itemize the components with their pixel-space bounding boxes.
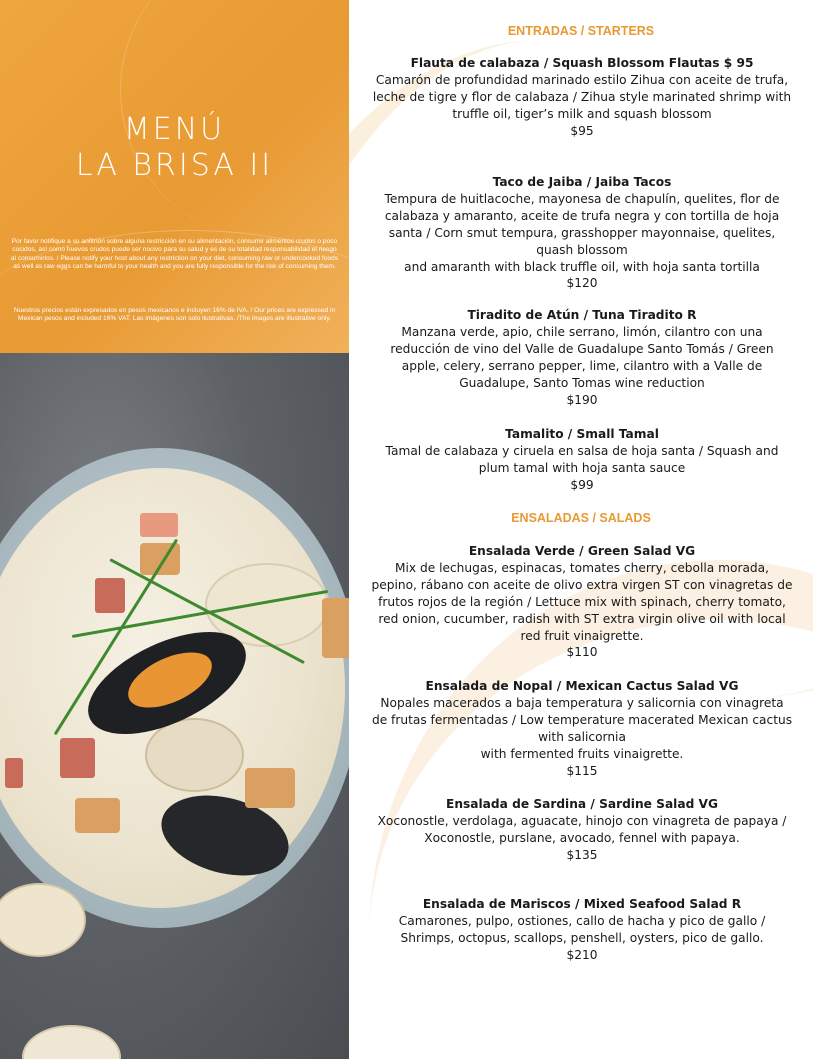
allergy-notice: Por favor notifique a su anfitrión sobre alguna restricción en su alimentación, consumir alimentos crudos o poco cocidos, así como huevos crudos puede ser nocivo para su salud y es de su totalidad responsabilidad el riesgo al consumirlos. / Please notify your host about any restriction on your diet, consuming raw or undercooked foods as well as raw eggs can be harmful to your health and you are fully responsible for the risk of consuming them. xyxy=(10,238,339,271)
clam-shell xyxy=(145,718,244,792)
item-name: Ensalada de Mariscos / Mixed Seafood Salad R xyxy=(422,897,742,911)
section-title-starters: ENTRADAS / STARTERS xyxy=(507,24,655,38)
title-panel xyxy=(0,0,349,353)
menu-item xyxy=(371,896,793,964)
item-price: $95 xyxy=(570,123,594,138)
crouton xyxy=(245,768,295,808)
item-price: $110 xyxy=(566,645,598,660)
salmon-piece xyxy=(60,738,95,778)
item-name: Ensalada de Sardina / Sardine Salad VG xyxy=(446,797,718,811)
salmon-piece xyxy=(5,758,23,788)
item-price: $115 xyxy=(566,763,598,778)
item-description: Manzana verde, apio, chile serrano, limón, cilantro con una reducción de vino del Valle de Guadalupe Santo Tomás / Green apple, celery, serrano pepper, lime, cilantro with a Valle de Guadalupe, Santo Tomas wine reduction xyxy=(390,324,774,390)
price-notice: Nuestros precios están expresados en pesos mexicanos e incluyen 16% de IVA. / Our prices are expressed in Mexican pesos and included 16% VAT. Las imágenes son solo ilustrativas. /The images are illustrative only. xyxy=(13,307,336,323)
menu-item xyxy=(371,55,793,140)
left-panel xyxy=(0,0,349,1059)
clam-shell xyxy=(0,883,86,957)
salmon-piece xyxy=(95,578,125,613)
item-price: $120 xyxy=(566,276,598,291)
item-price: $99 xyxy=(570,477,594,492)
item-name: Ensalada de Nopal / Mexican Cactus Salad VG xyxy=(425,679,739,693)
seafood-chowder-photo xyxy=(0,353,349,1059)
menu-item xyxy=(371,796,793,864)
item-price: $190 xyxy=(566,392,598,407)
restaurant-name: LA BRISA II xyxy=(75,148,274,183)
menu-item xyxy=(371,543,793,661)
menu-item xyxy=(371,174,793,292)
item-name: Ensalada Verde / Green Salad VG xyxy=(468,544,696,558)
item-description: Camarón de profundidad marinado estilo Zihua con aceite de trufa, leche de tigre y flor de calabaza / Zihua style marinated shrimp with truffle oil, tiger’s milk and squash blossom xyxy=(372,72,792,121)
item-price: $210 xyxy=(566,947,598,962)
section-title-salads: ENSALADAS / SALADS xyxy=(511,511,651,525)
menu-item xyxy=(371,426,793,494)
item-description: Camarones, pulpo, ostiones, callo de hacha y pico de gallo / Shrimps, octopus, scallops, penshell, oysters, pico de gallo. xyxy=(398,913,766,945)
item-name: Tiradito de Atún / Tuna Tiradito R xyxy=(467,308,697,322)
item-name: Tamalito / Small Tamal xyxy=(505,427,659,441)
clam-shell xyxy=(22,1025,121,1059)
item-price: $135 xyxy=(566,847,598,862)
item-name: Flauta de calabaza / Squash Blossom Flautas $ 95 xyxy=(410,56,754,70)
item-name: Taco de Jaiba / Jaiba Tacos xyxy=(492,175,672,189)
item-description: Tempura de huitlacoche, mayonesa de chapulín, quelites, flor de calabaza y amaranto, aceite de trufa negra y con tortilla de hoja santa / Corn smut tempura, grasshopper mayonnaise, quelites, quash blossom and amaranth with black truffle oil, with hoja santa tortilla xyxy=(384,191,780,274)
item-description: Nopales macerados a baja temperatura y salicornia con vinagreta de frutas fermentadas / Low temperature macerated Mexican cactus with salicornia with fermented fruits vinaigrette. xyxy=(371,695,793,761)
item-description: Xoconostle, verdolaga, aguacate, hinojo con vinagreta de papaya / Xoconostle, purslane, avocado, fennel with papaya. xyxy=(377,813,787,845)
crouton xyxy=(75,798,120,833)
crouton xyxy=(322,598,349,658)
item-description: Mix de lechugas, espinacas, tomates cherry, cebolla morada, pepino, rábano con aceite de olivo extra virgen ST con vinagretas de frutos rojos de la región / Lettuce mix with spinach, cherry tomato, red onion, cucumber, radish with ST extra virgin olive oil with local red fruit vinaigrette. xyxy=(371,560,793,643)
item-description: Tamal de calabaza y ciruela en salsa de hoja santa / Squash and plum tamal with hoja santa sauce xyxy=(385,443,779,475)
menu-item xyxy=(371,307,793,408)
crouton xyxy=(140,543,180,575)
salmon-piece xyxy=(140,513,178,537)
menu-item xyxy=(371,678,793,779)
menu-title: MENÚ xyxy=(123,112,226,147)
